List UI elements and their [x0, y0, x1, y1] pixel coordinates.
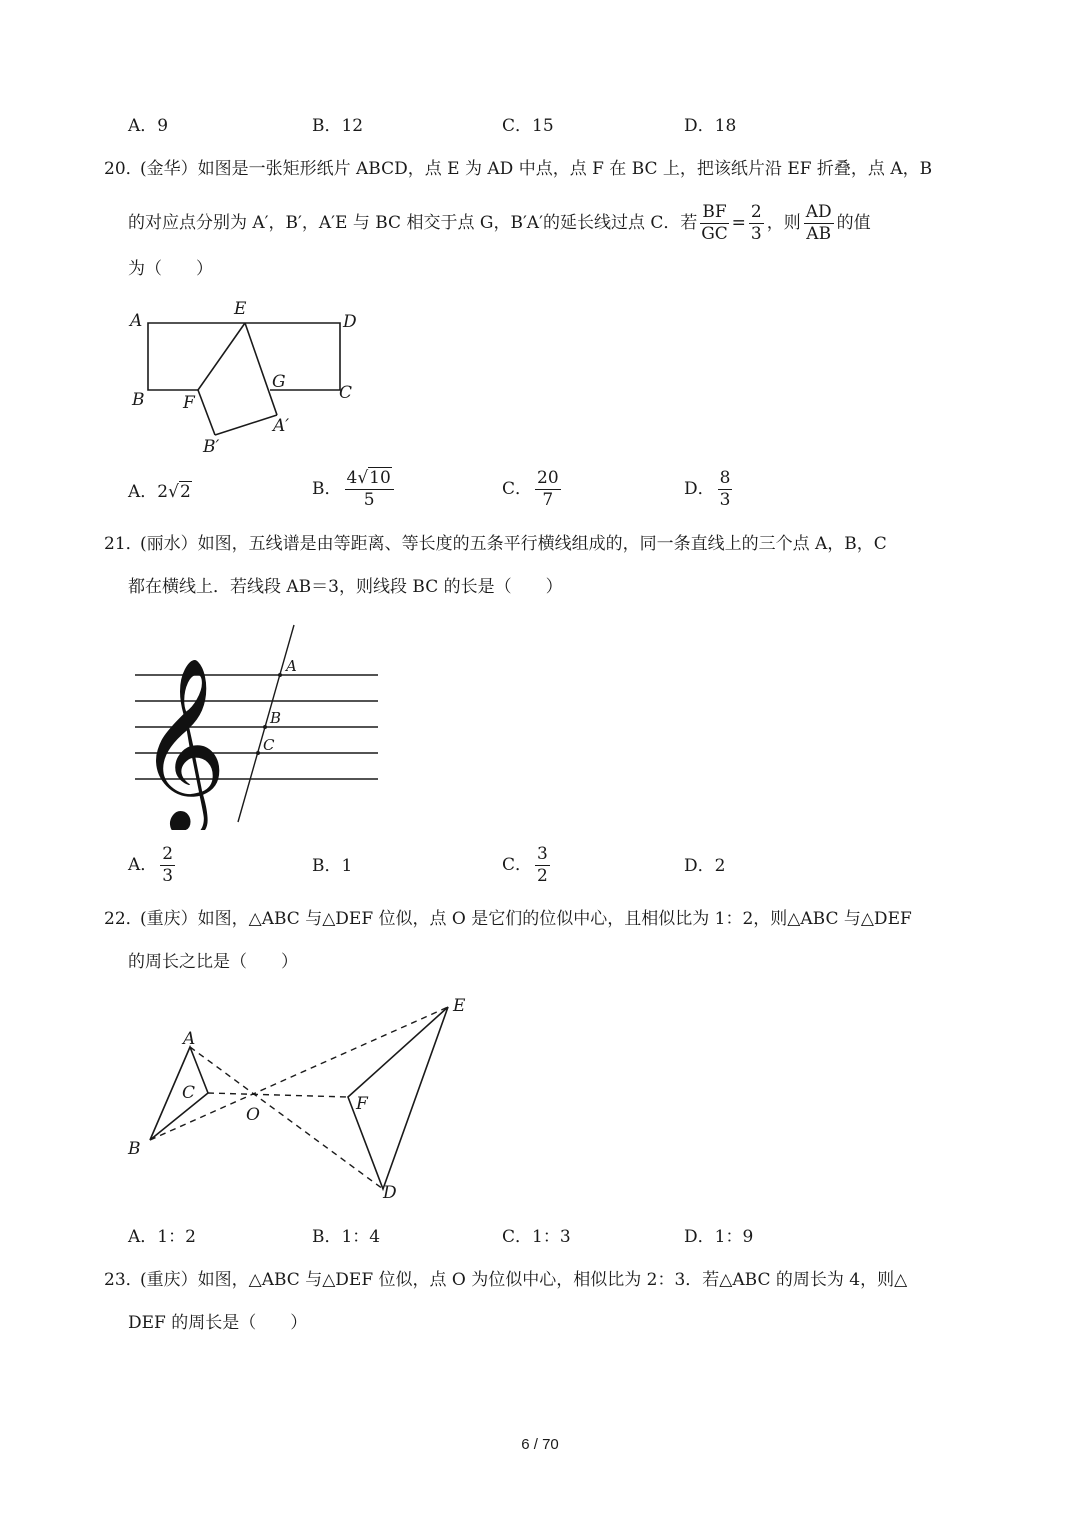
q20-option-c — [502, 470, 564, 509]
q22-text-line1: (重庆）如图，△ABC 与△DEF 位似，点 O 是它们的位似中心，且相似比为 1：2，则△ABC 与△DEF — [140, 909, 912, 929]
label-B: B — [132, 390, 145, 410]
q21-option-d: D．2 — [684, 856, 726, 876]
point-b — [263, 725, 267, 729]
q20-number: 20． — [104, 159, 143, 179]
coef: 4 — [346, 468, 358, 488]
q20-line2-part-b: ，则 — [766, 213, 801, 233]
label-O: O — [246, 1105, 260, 1125]
label-C: C — [263, 736, 275, 754]
treble-clef-icon: 𝄞 — [138, 657, 227, 830]
frac-den: GC — [701, 224, 728, 244]
q19-option-b: B．12 — [312, 116, 364, 136]
label-A: A — [130, 311, 143, 331]
q21-text-line2: 都在横线上．若线段 AB＝3，则线段 BC 的长是（ ） — [128, 577, 563, 597]
q20-option-d — [684, 470, 735, 509]
q22-number: 22． — [104, 909, 143, 929]
q21-option-b: B．1 — [312, 856, 353, 876]
q23-number: 23． — [104, 1270, 143, 1290]
q20-text-line1: (金华）如图是一张矩形纸片 ABCD，点 E 为 AD 中点，点 F 在 BC 上，把该纸片沿 EF 折叠，点 A，B — [140, 159, 933, 179]
fraction-2-3 — [749, 204, 764, 243]
sqrt-sign: √ — [168, 482, 179, 502]
fraction — [535, 846, 550, 885]
q19-option-a: A．9 — [128, 116, 169, 136]
frac-num: 8 — [719, 468, 731, 488]
label-F: F — [183, 393, 195, 413]
q22-option-a: A．1：2 — [128, 1227, 196, 1247]
q20-option-a — [128, 480, 192, 504]
coef: 2 — [157, 482, 169, 502]
frac-den: 3 — [719, 490, 731, 510]
frac-den: 3 — [750, 224, 762, 244]
option-prefix: A． — [128, 855, 158, 875]
point-c — [256, 751, 260, 755]
frac-den: 7 — [542, 490, 554, 510]
radicand: 10 — [369, 468, 391, 488]
q21-option-c — [502, 846, 553, 885]
q19-option-d: D．18 — [684, 116, 737, 136]
option-prefix: C． — [502, 855, 533, 875]
q20-text-line3: 为（ ） — [128, 259, 213, 279]
q21-staff-figure — [130, 620, 390, 830]
q19-option-c: C．15 — [502, 116, 554, 136]
q22-figure — [120, 990, 480, 1205]
label-D: D — [383, 1183, 397, 1203]
fraction-bf-gc — [700, 204, 728, 243]
option-prefix: C． — [502, 479, 533, 499]
label-B: B — [270, 709, 282, 727]
label-E: E — [453, 996, 466, 1016]
q21-number: 21． — [104, 534, 143, 554]
q20-line2-part-a: 的对应点分别为 A′，B′，A′E 与 BC 相交于点 G，B′A′的延长线过点 C．若 — [128, 213, 698, 233]
q20-figure — [120, 290, 380, 460]
q22-text-line2: 的周长之比是（ ） — [128, 952, 298, 972]
option-prefix: A． — [128, 482, 158, 502]
option-prefix: D． — [684, 479, 715, 499]
equals-sign: = — [731, 213, 746, 233]
frac-num: BF — [702, 202, 727, 222]
label-C: C — [182, 1083, 196, 1103]
frac-den: 2 — [537, 866, 548, 886]
label-C: C — [339, 383, 353, 403]
frac-num: 20 — [537, 468, 559, 488]
frac-den: 3 — [162, 866, 174, 886]
page-number: 6 / 70 — [521, 1436, 559, 1453]
q20-text-line2 — [128, 204, 871, 243]
label-F: F — [356, 1094, 368, 1114]
fraction — [160, 846, 175, 885]
label-G: G — [272, 372, 286, 392]
q23-text-line1: (重庆）如图，△ABC 与△DEF 位似，点 O 为位似中心，相似比为 2：3．若△ABC 的周长为 4，则△ — [140, 1270, 908, 1290]
label-E: E — [234, 299, 247, 319]
label-B: B — [128, 1139, 141, 1159]
q22-option-c: C．1：3 — [502, 1227, 571, 1247]
fraction — [345, 470, 394, 509]
label-A-prime: A′ — [273, 416, 290, 436]
q23-text-line2: DEF 的周长是（ ） — [128, 1313, 308, 1333]
q21-text-line1: (丽水）如图，五线谱是由等距离、等长度的五条平行横线组成的，同一条直线上的三个点 A，B，C — [140, 534, 887, 554]
fraction — [535, 470, 561, 509]
frac-num: 2 — [750, 202, 762, 222]
label-D: D — [343, 312, 357, 332]
label-A: A — [286, 657, 297, 675]
q21-option-a — [128, 846, 178, 885]
q20-option-b — [312, 470, 397, 509]
point-a — [278, 673, 282, 677]
label-A: A — [183, 1029, 196, 1049]
radicand: 2 — [179, 482, 191, 502]
option-prefix: B． — [312, 479, 342, 499]
q22-option-b: B．1：4 — [312, 1227, 381, 1247]
q20-line2-part-c: 的值 — [836, 213, 871, 233]
frac-num: AD — [805, 202, 832, 222]
frac-num: 3 — [537, 844, 548, 864]
frac-num: 2 — [162, 844, 174, 864]
frac-num — [345, 470, 394, 490]
label-B-prime: B′ — [203, 437, 220, 457]
fraction — [718, 470, 733, 509]
sqrt-sign: √ — [357, 468, 369, 488]
frac-den: 5 — [363, 490, 375, 510]
fraction-ad-ab — [804, 204, 834, 243]
frac-den: AB — [806, 224, 832, 244]
q22-option-d: D．1：9 — [684, 1227, 754, 1247]
